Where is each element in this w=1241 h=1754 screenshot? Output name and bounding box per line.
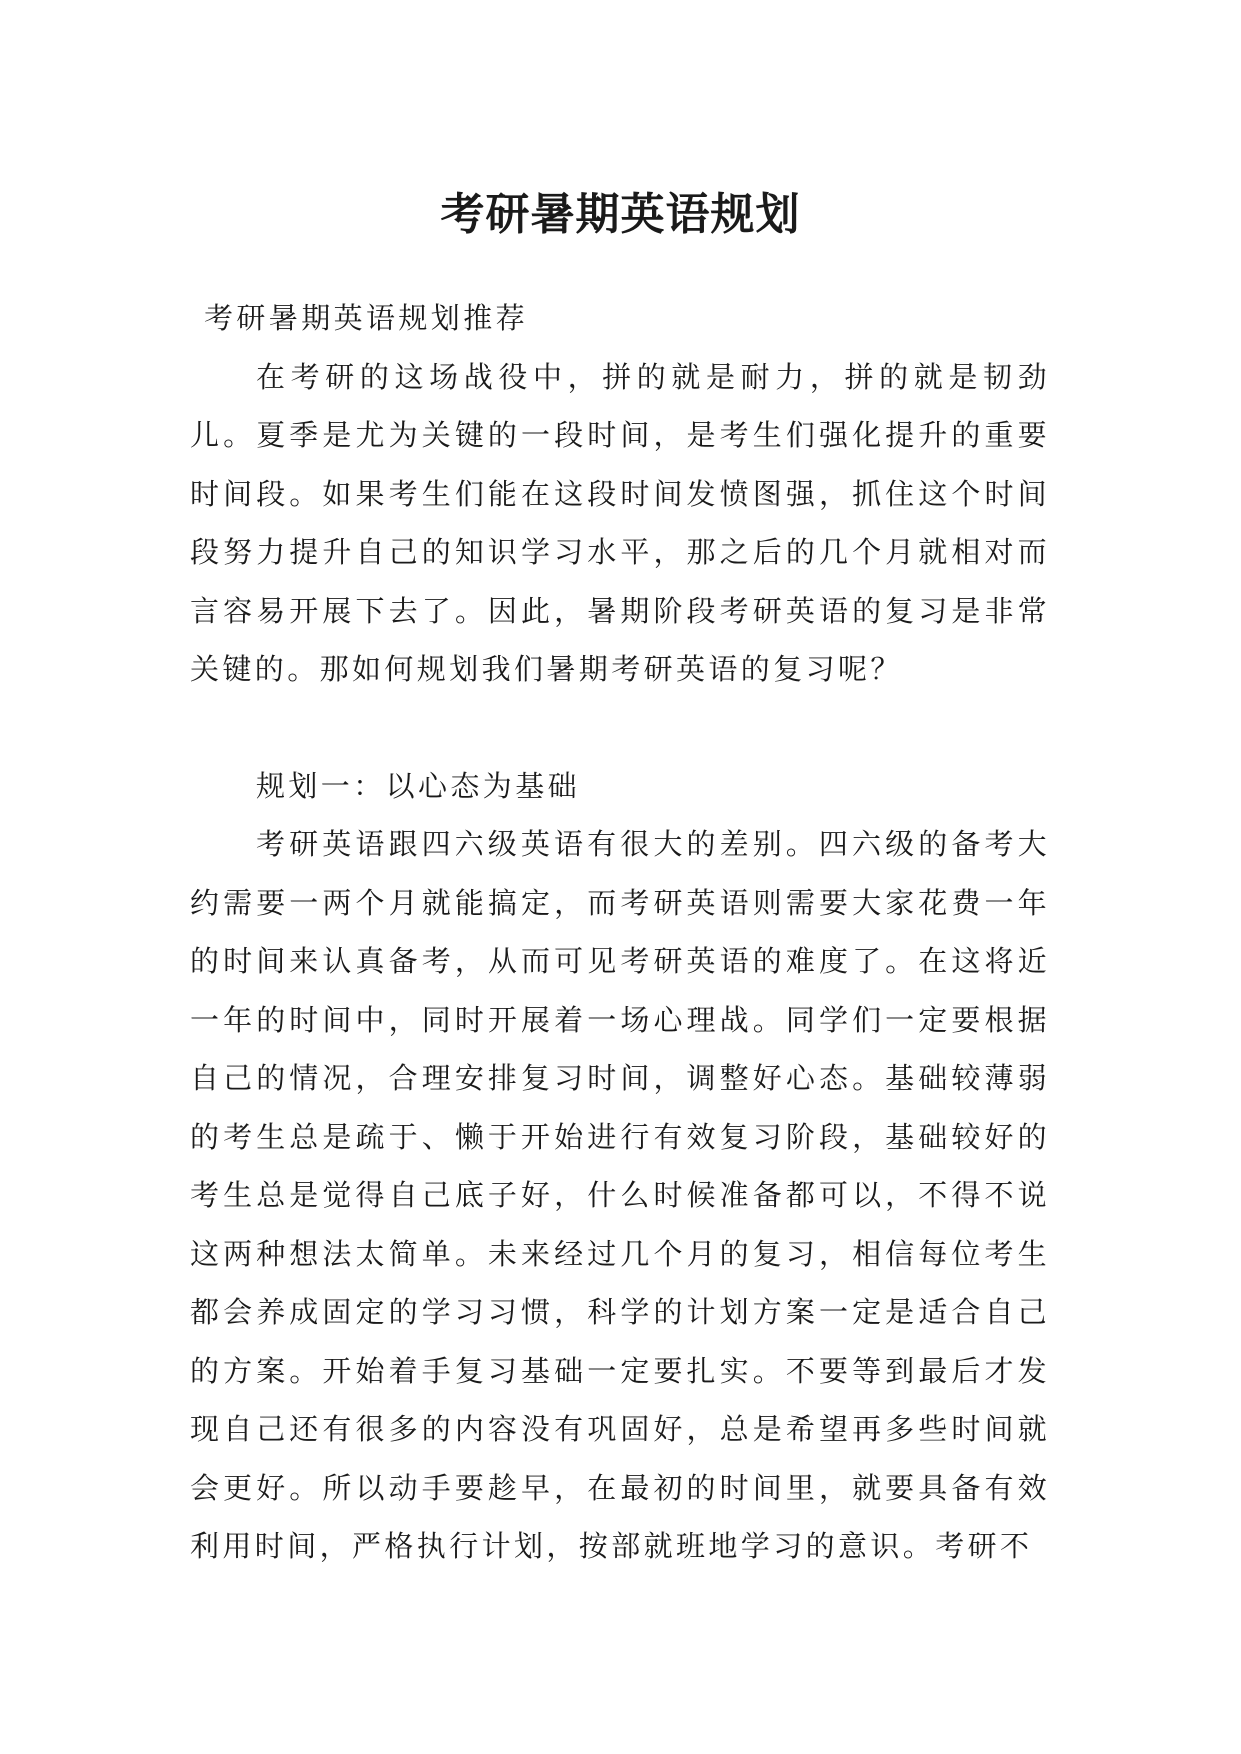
section1-paragraph: 考研英语跟四六级英语有很大的差别。四六级的备考大约需要一两个月就能搞定，而考研英语则需要大家花费一年的时间来认真备考，从而可见考研英语的难度了。在这将近一年的时间中，同时开展着一场心理战。同学们一定要根据自己的情况，合理安排复习时间，调整好心态。基础较薄弱的考生总是疏于、懒于开始进行有效复习阶段，基础较好的考生总是觉得自己底子好，什么时候准备都可以，不得不说这两种想法太简单。未来经过几个月的复习，相信每位考生都会养成固定的学习习惯，科学的计划方案一定是适合自己的方案。开始着手复习基础一定要扎实。不要等到最后才发现自己还有很多的内容没有巩固好，总是希望再多些时间就会更好。所以动手要趁早，在最初的时间里，就要具备有效利用时间，严格执行计划，按部就班地学习的意识。考研不 <box>190 827 1050 1563</box>
section1-heading: 规划一：以心态为基础 <box>256 768 581 803</box>
document-subtitle: 考研暑期英语规划推荐 <box>204 301 529 335</box>
paragraph-spacer <box>190 699 1050 757</box>
intro-paragraph: 在考研的这场战役中，拼的就是耐力，拼的就是韧劲儿。夏季是尤为关键的一段时间，是考生们强化提升的重要时间段。如果考生们能在这段时间发愤图强，抓住这个时间段努力提升自己的知识学习水平，那之后的几个月就相对而言容易开展下去了。因此，暑期阶段考研英语的复习是非常关键的。那如何规划我们暑期考研英语的复习呢？ <box>190 359 1050 686</box>
document-title: 考研暑期英语规划 <box>440 189 801 241</box>
document-body <box>190 289 1050 1576</box>
